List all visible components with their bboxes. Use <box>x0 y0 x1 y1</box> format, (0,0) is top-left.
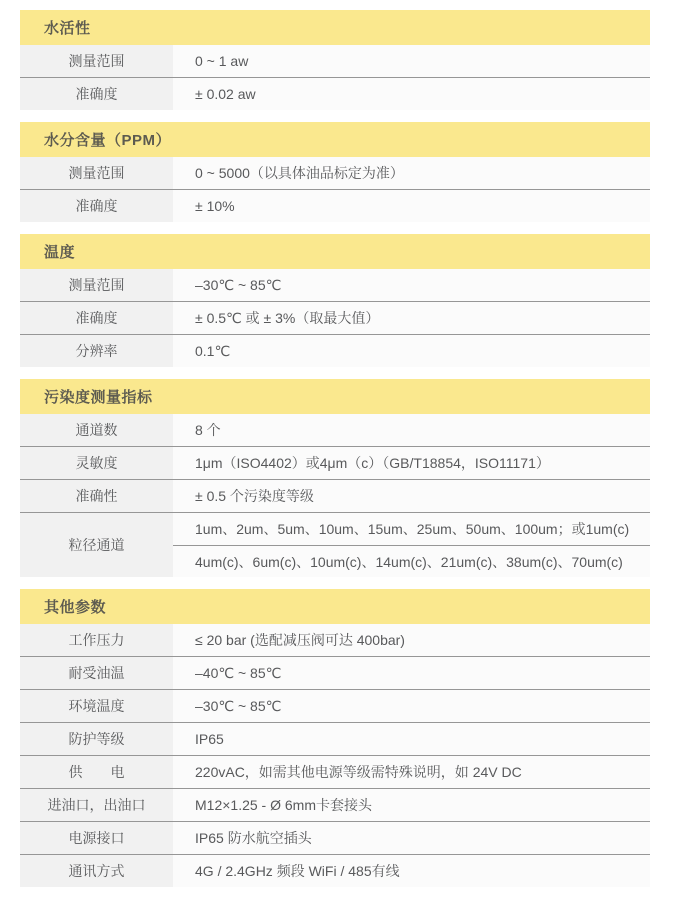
spec-values <box>173 447 650 479</box>
spec-value: 0 ~ 5000（以具体油品标定为准） <box>195 165 404 181</box>
spec-row <box>20 45 650 77</box>
section-rows <box>20 157 650 222</box>
spec-value: 1um、2um、5um、10um、15um、25um、50um、100um；或1um(c) <box>195 521 630 537</box>
spec-label: 电源接口 <box>20 822 173 854</box>
spec-label: 准确度 <box>20 190 173 222</box>
spec-values <box>173 513 650 577</box>
spec-values <box>173 190 650 222</box>
spec-row <box>20 788 650 821</box>
spec-value: ≤ 20 bar (选配减压阀可达 400bar) <box>195 632 405 648</box>
section-rows <box>20 624 650 887</box>
spec-value: 4um(c)、6um(c)、10um(c)、14um(c)、21um(c)、38um(c)、70um(c) <box>173 545 650 577</box>
spec-values <box>173 157 650 189</box>
spec-label: 准确性 <box>20 480 173 512</box>
section-rows <box>20 414 650 577</box>
spec-value: IP65 <box>195 731 224 747</box>
spec-section <box>20 379 650 577</box>
spec-label: 准确度 <box>20 302 173 334</box>
section-rows <box>20 45 650 110</box>
section-header <box>20 589 650 624</box>
spec-label: 进油口，出油口 <box>20 789 173 821</box>
spec-values <box>173 302 650 334</box>
spec-label: 测量范围 <box>20 269 173 301</box>
spec-value: 1μm（ISO4402）或4μm（c）（GB/T18854，ISO11171） <box>195 455 550 471</box>
spec-values <box>173 855 650 887</box>
spec-value: 0.1℃ <box>195 342 231 359</box>
spec-label: 环境温度 <box>20 690 173 722</box>
spec-row <box>20 854 650 887</box>
spec-values <box>173 78 650 110</box>
spec-value: 8 个 <box>195 422 221 438</box>
spec-values <box>173 480 650 512</box>
spec-row <box>20 189 650 222</box>
spec-values <box>173 690 650 722</box>
spec-label: 灵敏度 <box>20 447 173 479</box>
spec-value: 0 ~ 1 aw <box>195 53 249 69</box>
section-title: 水分含量（PPM） <box>44 132 172 149</box>
spec-label: 测量范围 <box>20 45 173 77</box>
section-title: 温度 <box>44 244 76 261</box>
section-header <box>20 379 650 414</box>
spec-row <box>20 414 650 446</box>
spec-label: 分辨率 <box>20 335 173 367</box>
spec-values <box>173 789 650 821</box>
spec-row <box>20 755 650 788</box>
spec-label: 通讯方式 <box>20 855 173 887</box>
spec-section <box>20 589 650 887</box>
spec-values <box>173 657 650 689</box>
spec-row <box>20 512 650 577</box>
spec-value: IP65 防水航空插头 <box>195 830 312 846</box>
spec-value: –30℃ ~ 85℃ <box>195 697 282 714</box>
spec-values <box>173 624 650 656</box>
spec-label: 通道数 <box>20 414 173 446</box>
spec-label: 粒径通道 <box>20 513 173 577</box>
section-title: 其他参数 <box>44 599 107 616</box>
spec-sections <box>20 10 650 887</box>
spec-row <box>20 624 650 656</box>
section-rows <box>20 269 650 367</box>
spec-section <box>20 122 650 222</box>
section-title: 水活性 <box>44 20 91 37</box>
section-title: 污染度测量指标 <box>44 389 153 406</box>
spec-label: 测量范围 <box>20 157 173 189</box>
spec-row <box>20 821 650 854</box>
spec-values <box>173 45 650 77</box>
spec-value: ± 0.5℃ 或 ± 3%（取最大值） <box>195 310 380 326</box>
spec-row <box>20 689 650 722</box>
spec-values <box>173 756 650 788</box>
spec-row <box>20 479 650 512</box>
spec-values <box>173 335 650 367</box>
spec-label: 工作压力 <box>20 624 173 656</box>
spec-value: ± 0.5 个污染度等级 <box>195 488 314 504</box>
spec-values <box>173 723 650 755</box>
spec-section <box>20 10 650 110</box>
spec-label: 准确度 <box>20 78 173 110</box>
spec-value: –30℃ ~ 85℃ <box>195 276 282 293</box>
section-header <box>20 10 650 45</box>
spec-values <box>173 414 650 446</box>
spec-label: 供 电 <box>20 756 173 788</box>
spec-row <box>20 77 650 110</box>
spec-value: ± 0.02 aw <box>195 86 256 102</box>
spec-value: –40℃ ~ 85℃ <box>195 664 282 681</box>
spec-value: 220vAC，如需其他电源等级需特殊说明，如 24V DC <box>195 764 522 780</box>
spec-value: ± 10% <box>195 198 235 214</box>
section-header <box>20 234 650 269</box>
spec-row <box>20 722 650 755</box>
spec-label: 防护等级 <box>20 723 173 755</box>
spec-row <box>20 334 650 367</box>
spec-row <box>20 301 650 334</box>
spec-row <box>20 269 650 301</box>
spec-values <box>173 822 650 854</box>
spec-row <box>20 656 650 689</box>
spec-values <box>173 269 650 301</box>
spec-row <box>20 446 650 479</box>
spec-row <box>20 157 650 189</box>
section-header <box>20 122 650 157</box>
spec-section <box>20 234 650 367</box>
spec-label: 耐受油温 <box>20 657 173 689</box>
spec-value: 4G / 2.4GHz 频段 WiFi / 485有线 <box>195 863 400 879</box>
spec-value: M12×1.25 - Ø 6mm卡套接头 <box>195 797 372 813</box>
